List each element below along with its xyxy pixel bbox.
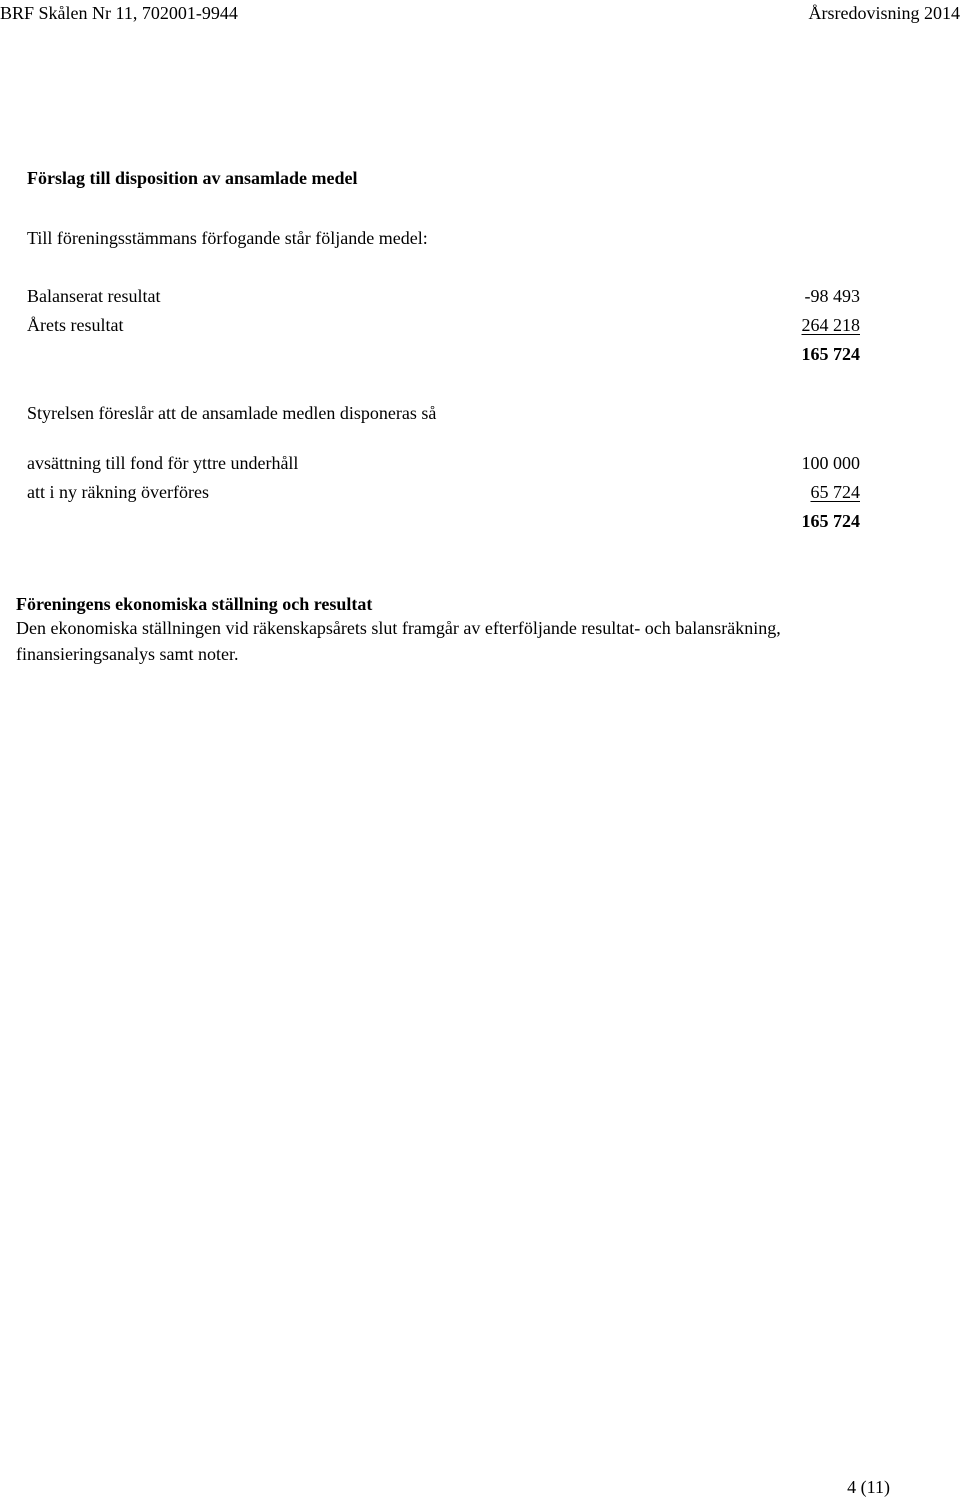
- economy-title: Föreningens ekonomiska ställning och resultat: [16, 594, 373, 614]
- fund-label: Årets resultat: [27, 315, 124, 335]
- allocation-value: 100 000: [801, 453, 860, 473]
- economy-text-line: Den ekonomiska ställningen vid räkenskapsårets slut framgår av efterföljande resultat- och balansräkning,: [16, 618, 781, 638]
- allocations-total: 165 724: [801, 511, 860, 531]
- funds-total: 165 724: [801, 344, 860, 364]
- economy-text-line: finansieringsanalys samt noter.: [16, 644, 239, 664]
- fund-value: 264 218: [801, 315, 860, 335]
- allocation-value: 65 724: [810, 482, 860, 502]
- proposal-title: Förslag till disposition av ansamlade medel: [27, 168, 358, 188]
- header-doc-title: Årsredovisning 2014: [808, 3, 960, 23]
- fund-value: -98 493: [804, 286, 860, 306]
- allocation-label: avsättning till fond för yttre underhåll: [27, 453, 299, 473]
- board-proposal-text: Styrelsen föreslår att de ansamlade medlen disponeras så: [27, 403, 437, 423]
- fund-label: Balanserat resultat: [27, 286, 161, 306]
- header-org: BRF Skålen Nr 11, 702001-9944: [0, 3, 238, 23]
- proposal-intro: Till föreningsstämmans förfogande står följande medel:: [27, 228, 428, 248]
- page-number: 4 (11): [847, 1477, 890, 1497]
- allocation-label: att i ny räkning överföres: [27, 482, 209, 502]
